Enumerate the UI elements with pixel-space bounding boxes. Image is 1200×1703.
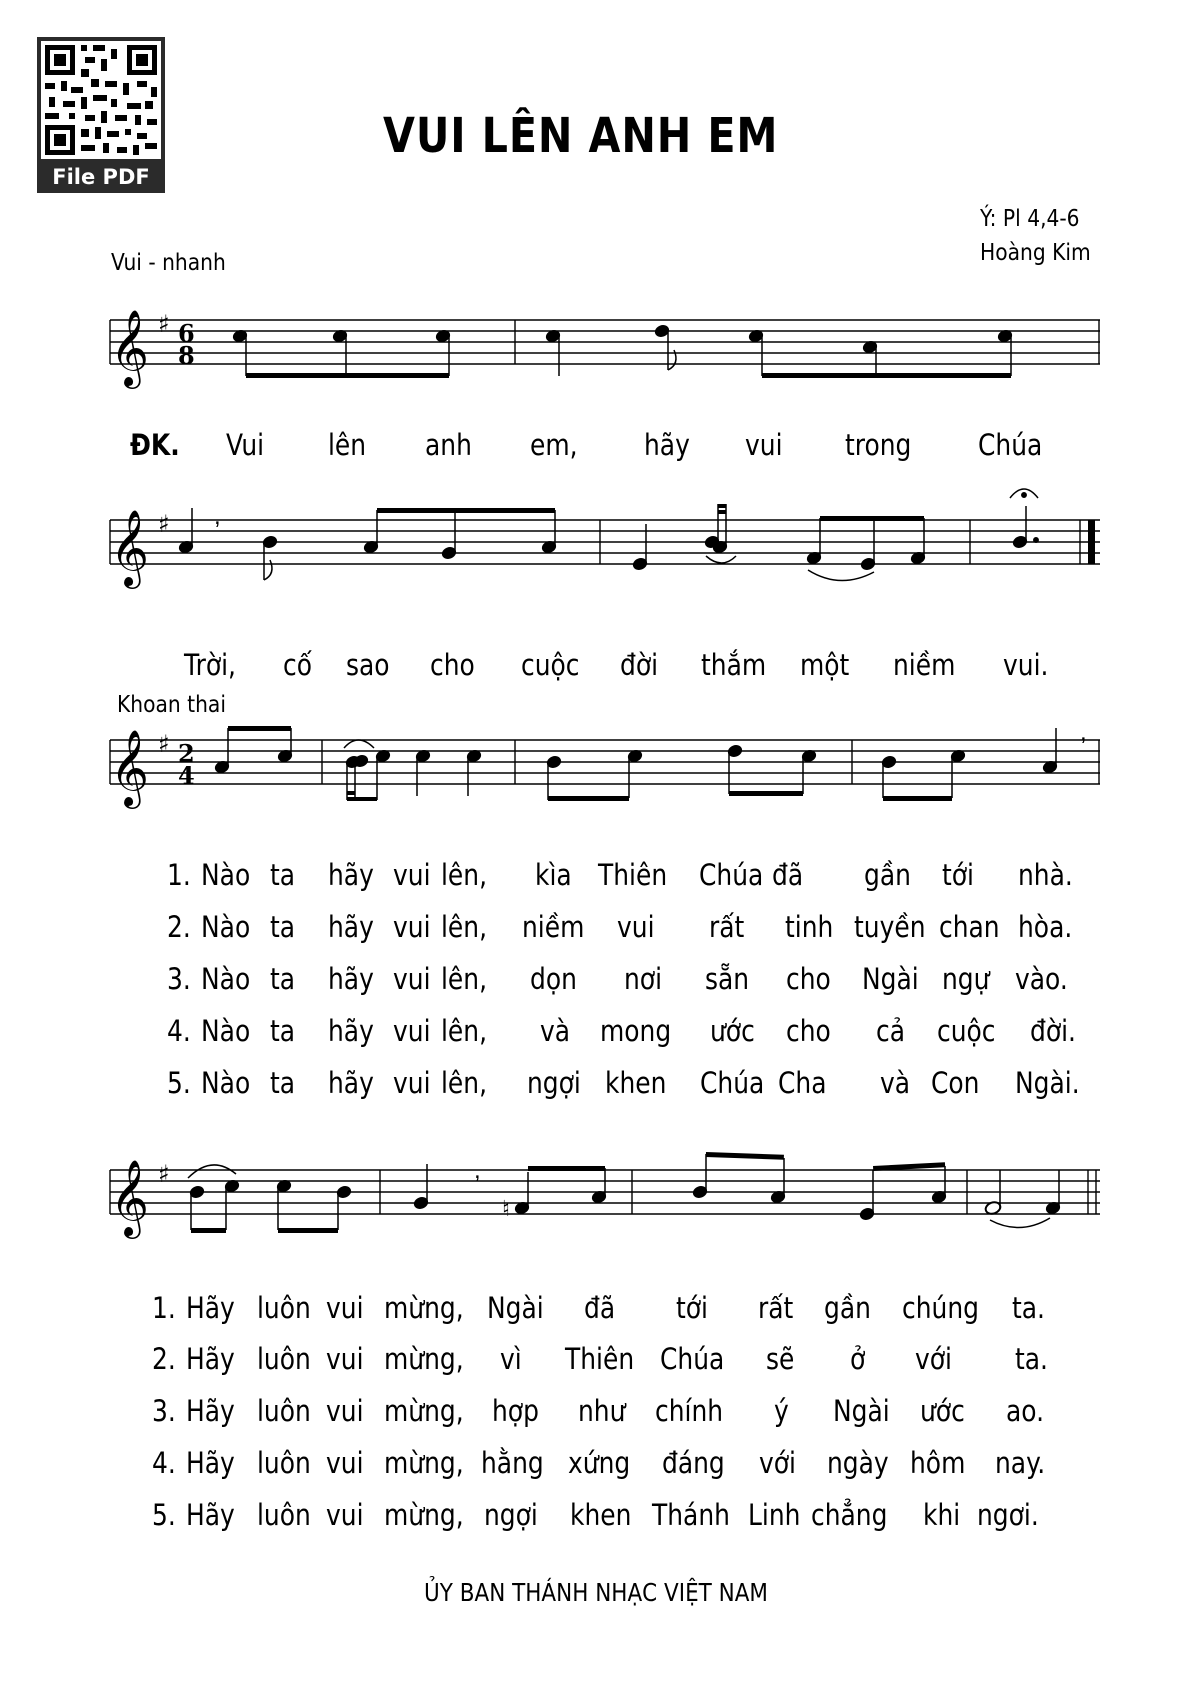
time-signature-top: 6: [178, 319, 195, 348]
lyric-word: vui: [326, 1291, 364, 1325]
treble-clef-icon: 𝄞: [110, 729, 150, 806]
key-signature-sharp: ♯: [158, 1160, 170, 1188]
lyric-word: ta.: [1015, 1342, 1049, 1376]
note: [514, 1172, 530, 1215]
lyric-word: luôn: [257, 1342, 311, 1376]
lyric-word: 1.: [152, 1291, 176, 1325]
lyric-word: ta: [270, 910, 296, 944]
lyric-word: vì: [500, 1342, 522, 1376]
lyric-word: hãy: [328, 962, 374, 996]
lyric-word: em,: [530, 428, 578, 462]
lyric-word: vui: [745, 428, 783, 462]
breath-mark: ,: [1080, 719, 1087, 746]
lyric-word: mừng,: [384, 1498, 464, 1532]
tempo-marking-refrain: Vui - nhanh: [111, 250, 226, 276]
lyric-word: vui: [393, 1066, 431, 1100]
lyric-word: tuyền: [854, 910, 926, 944]
lyric-word: rất: [709, 910, 745, 944]
lyric-word: đáng: [662, 1446, 725, 1480]
lyric-word: kìa: [535, 858, 572, 892]
note: [277, 728, 293, 763]
lyric-word: 2.: [152, 1342, 176, 1376]
note: [727, 744, 743, 794]
lyric-word: Vui: [226, 428, 265, 462]
lyric-word: trong: [845, 428, 912, 462]
lyric-word: cho: [430, 648, 475, 682]
key-signature-sharp: ♯: [158, 310, 170, 338]
lyric-word: vui: [393, 1014, 431, 1048]
lyric-word: Trời,: [184, 648, 236, 682]
lyric-word: anh: [425, 428, 472, 462]
key-signature-sharp: ♯: [158, 730, 170, 758]
lyric-word: vui: [393, 858, 431, 892]
note: [189, 1185, 205, 1230]
lyric-word: hãy: [328, 1014, 374, 1048]
tempo-marking-verse: Khoan thai: [117, 692, 226, 718]
lyric-word: 4.: [152, 1446, 176, 1480]
lyric-word: vui: [393, 962, 431, 996]
note: [859, 1170, 875, 1221]
lyric-word: niềm: [522, 910, 585, 944]
lyric-word: với: [915, 1342, 952, 1376]
lyric-word: và: [540, 1014, 571, 1048]
lyric-word: rất: [758, 1291, 794, 1325]
lyric-word: hãy: [328, 910, 374, 944]
lyric-word: khen: [605, 1066, 667, 1100]
lyric-word: với: [759, 1446, 796, 1480]
lyric-word: luôn: [257, 1498, 311, 1532]
note: [801, 749, 817, 794]
lyric-word: đời: [620, 648, 659, 682]
lyric-word: vui: [326, 1342, 364, 1376]
lyric-word: Nào: [201, 962, 251, 996]
lyric-word: 3.: [167, 962, 191, 996]
lyric-word: và: [880, 1066, 911, 1100]
treble-clef-icon: 𝄞: [110, 1159, 150, 1236]
lyric-word: ước: [920, 1394, 965, 1428]
lyric-word: đã: [772, 858, 804, 892]
lyric-word: cố: [283, 648, 312, 682]
lyric-word: thắm: [701, 648, 767, 682]
lyric-word: gần: [864, 858, 911, 892]
lyric-word: ta.: [1012, 1291, 1046, 1325]
lyric-word: Nào: [201, 1014, 251, 1048]
note: [860, 518, 876, 571]
lyric-word: Chúa: [660, 1342, 725, 1376]
note: [931, 1166, 947, 1204]
note: [375, 749, 391, 800]
lyric-word: Chúa: [700, 1066, 765, 1100]
lyric-word: hãy: [644, 428, 690, 462]
lyric-word: hãy: [328, 858, 374, 892]
lyric-word: ở: [850, 1342, 866, 1376]
lyric-word: ngợi: [484, 1498, 538, 1532]
refrain-marker: ĐK.: [130, 428, 180, 462]
lyric-word: khen: [570, 1498, 632, 1532]
lyric-word: 3.: [152, 1394, 176, 1428]
composer: Hoàng Kim: [980, 240, 1091, 266]
lyric-word: vui: [326, 1498, 364, 1532]
half-note: [984, 1170, 1002, 1216]
lyric-word: Thiên: [598, 858, 668, 892]
lyric-word: Hãy: [186, 1446, 235, 1480]
lyric-word: mong: [600, 1014, 672, 1048]
lyric-word: cuộc: [521, 648, 580, 682]
note: [353, 754, 369, 800]
lyric-word: hãy: [328, 1066, 374, 1100]
lyric-word: lên: [328, 428, 367, 462]
lyric-word: một: [800, 648, 850, 682]
note: [546, 755, 562, 800]
lyric-word: dọn: [530, 962, 577, 996]
lyric-word: hòa.: [1018, 910, 1073, 944]
lyric-word: đời.: [1030, 1014, 1076, 1048]
lyric-word: mừng,: [384, 1446, 464, 1480]
lyric-word: cuộc: [937, 1014, 996, 1048]
lyric-word: lên,: [441, 962, 488, 996]
lyric-word: lên,: [441, 1066, 488, 1100]
lyric-word: vui: [326, 1446, 364, 1480]
lyric-word: mừng,: [384, 1394, 464, 1428]
time-signature-bottom: 4: [178, 761, 195, 790]
lyric-word: 2.: [167, 910, 191, 944]
footer-publisher: ỦY BAN THÁNH NHẠC VIỆT NAM: [424, 1578, 768, 1607]
lyric-word: sẽ: [766, 1342, 795, 1376]
lyric-word: Chúa: [699, 858, 764, 892]
note: [881, 755, 897, 798]
lyric-word: nay.: [995, 1446, 1046, 1480]
lyric-word: ngợi: [527, 1066, 581, 1100]
badge-label: File PDF: [52, 165, 150, 189]
lyric-word: hợp: [492, 1394, 539, 1428]
lyric-word: tới: [676, 1291, 708, 1325]
lyric-word: Hãy: [186, 1342, 235, 1376]
lyric-word: Nào: [201, 858, 251, 892]
note: [591, 1168, 607, 1204]
note: [276, 1179, 292, 1230]
lyric-word: Con: [931, 1066, 980, 1100]
lyric-word: ta: [270, 858, 296, 892]
lyric-word: mừng,: [384, 1342, 464, 1376]
music-staff-4: [0, 1150, 1200, 1260]
lyric-word: 4.: [167, 1014, 191, 1048]
lyric-word: ao.: [1006, 1394, 1045, 1428]
lyric-word: Linh: [748, 1498, 801, 1532]
lyric-word: vui: [326, 1394, 364, 1428]
lyric-word: 1.: [167, 858, 191, 892]
lyric-word: Hãy: [186, 1498, 235, 1532]
lyric-word: tinh: [785, 910, 834, 944]
lyric-word: chính: [655, 1394, 724, 1428]
lyric-word: sao: [346, 648, 390, 682]
lyric-word: Ngài: [862, 962, 919, 996]
lyric-word: Ngài: [833, 1394, 890, 1428]
note: [413, 1164, 429, 1210]
lyric-word: gần: [824, 1291, 871, 1325]
lyric-word: Nào: [201, 1066, 251, 1100]
lyric-word: niềm: [893, 648, 956, 682]
lyric-word: hôm: [910, 1446, 966, 1480]
lyric-word: Ngài: [487, 1291, 544, 1325]
lyric-word: Hãy: [186, 1291, 235, 1325]
lyric-word: lên,: [441, 858, 488, 892]
lyric-word: Chúa: [978, 428, 1043, 462]
note: [363, 510, 379, 554]
breath-mark: ,: [214, 503, 221, 530]
lyric-word: vui.: [1003, 648, 1049, 682]
lyric-word: Thánh: [652, 1498, 730, 1532]
breath-mark: ,: [474, 1157, 481, 1184]
lyric-word: luôn: [257, 1394, 311, 1428]
music-staff-2: [0, 500, 1200, 610]
lyric-word: ta: [270, 1066, 296, 1100]
note: [441, 510, 457, 560]
lyric-word: lên,: [441, 1014, 488, 1048]
lyric-word: chẳng: [811, 1498, 888, 1532]
lyric-word: vui: [393, 910, 431, 944]
lyric-word: chúng: [902, 1291, 979, 1325]
lyric-word: ý: [774, 1394, 789, 1428]
lyric-word: luôn: [257, 1446, 311, 1480]
lyric-word: mừng,: [384, 1291, 464, 1325]
note: [262, 535, 278, 580]
lyric-word: lên,: [441, 910, 488, 944]
lyric-word: nhà.: [1018, 858, 1073, 892]
note: [541, 510, 557, 554]
note: [692, 1154, 708, 1199]
lyric-word: 5.: [167, 1066, 191, 1100]
treble-clef-icon: 𝄞: [110, 509, 150, 586]
lyric-word: Thiên: [565, 1342, 635, 1376]
lyric-word: Ngài.: [1015, 1066, 1080, 1100]
treble-clef-icon: 𝄞: [110, 309, 150, 386]
time-signature-bottom: 8: [178, 341, 195, 370]
natural-sign: ♮: [502, 1197, 510, 1222]
note: [862, 340, 878, 376]
lyric-word: ngự: [942, 962, 990, 996]
lyric-word: nơi: [624, 962, 663, 996]
lyric-word: ta: [270, 1014, 296, 1048]
lyric-word: ngày: [827, 1446, 889, 1480]
lyric-word: cho: [786, 1014, 831, 1048]
lyric-word: chan: [939, 910, 1000, 944]
lyric-word: như: [578, 1394, 626, 1428]
lyric-word: tới: [942, 858, 974, 892]
time-signature-top: 2: [178, 739, 195, 768]
song-title: VUI LÊN ANH EM: [383, 108, 779, 164]
lyric-word: 5.: [152, 1498, 176, 1532]
lyric-word: xứng: [568, 1446, 631, 1480]
lyric-word: Nào: [201, 910, 251, 944]
lyric-word: Hãy: [186, 1394, 235, 1428]
lyric-word: sẵn: [705, 962, 750, 996]
lyric-word: hằng: [481, 1446, 544, 1480]
lyric-word: cả: [876, 1014, 905, 1048]
lyric-word: vui: [617, 910, 655, 944]
music-staff-3: [0, 720, 1200, 830]
music-staff-1: [0, 300, 1200, 410]
lyric-word: ta: [270, 962, 296, 996]
key-signature-sharp: ♯: [158, 510, 170, 538]
lyric-word: vào.: [1015, 962, 1068, 996]
lyric-word: ngơi.: [977, 1498, 1039, 1532]
lyric-word: cho: [786, 962, 831, 996]
note: [224, 1179, 240, 1230]
lyric-word: Cha: [778, 1066, 827, 1100]
lyric-word: ước: [710, 1014, 755, 1048]
lyric-word: đã: [584, 1291, 616, 1325]
lyric-word: luôn: [257, 1291, 311, 1325]
note: [336, 1185, 352, 1230]
source-reference: Ý: Pl 4,4-6: [980, 206, 1080, 232]
lyric-word: khi: [923, 1498, 961, 1532]
